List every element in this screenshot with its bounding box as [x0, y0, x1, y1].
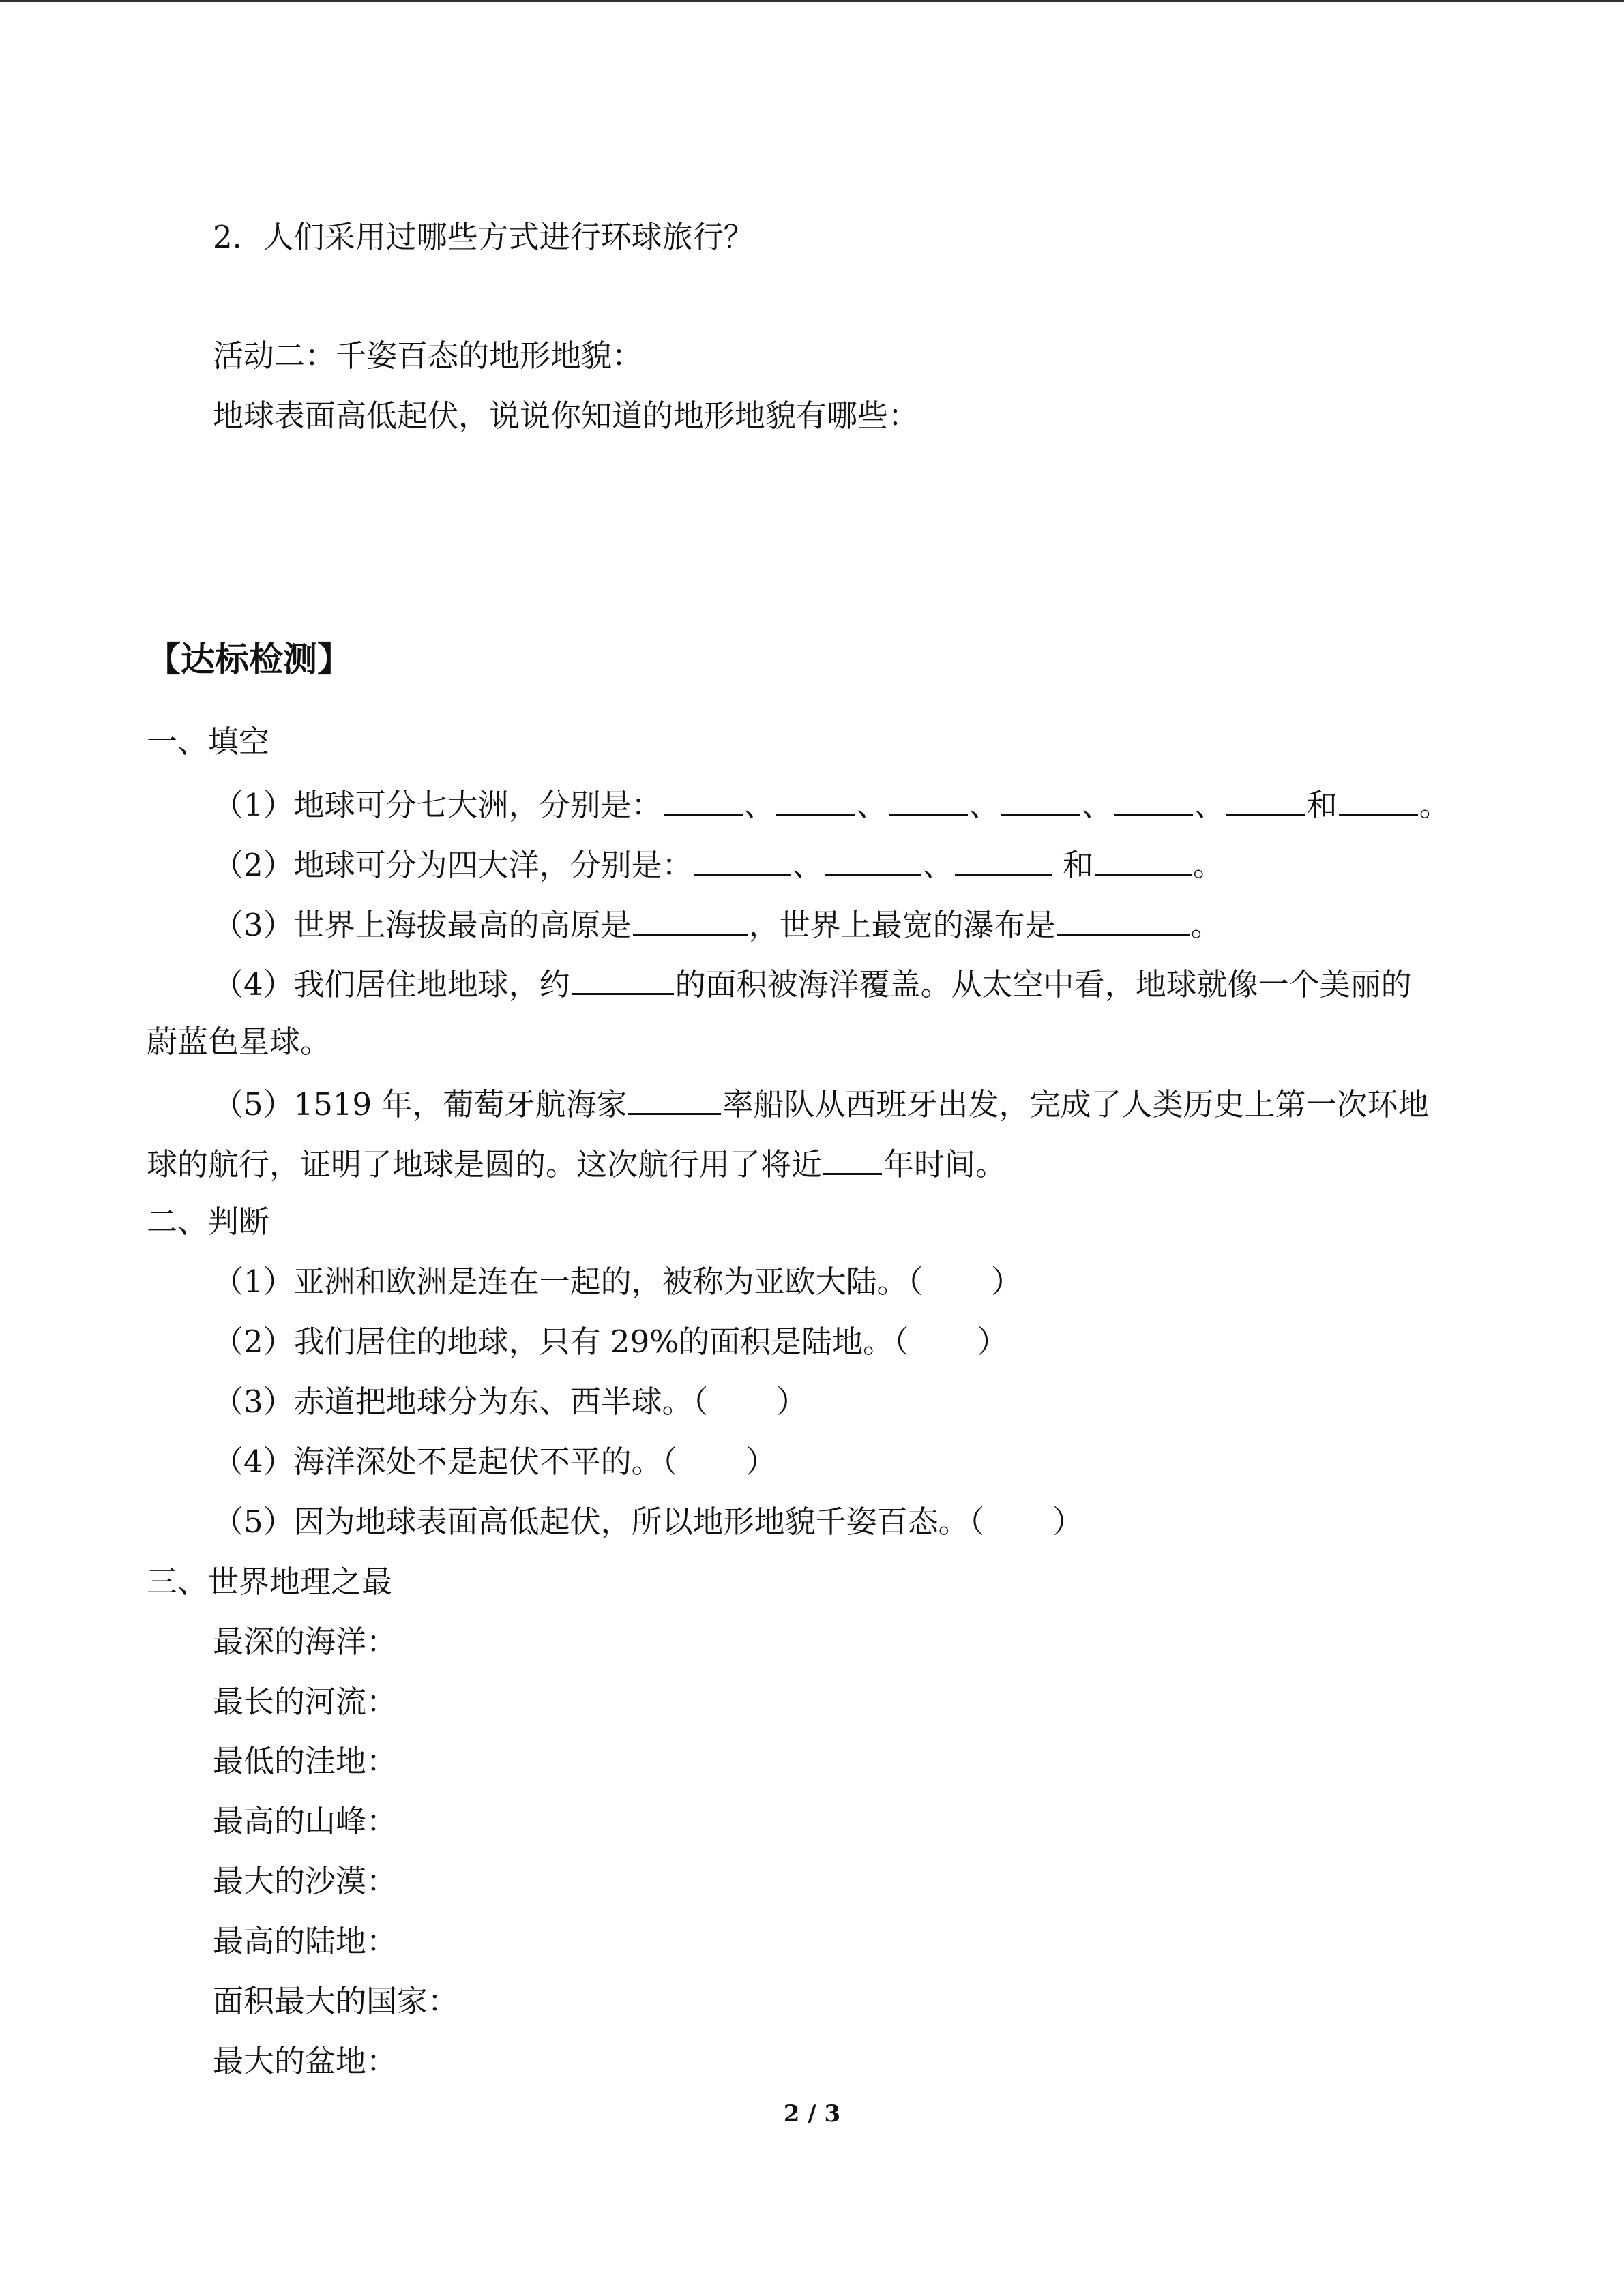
fill-q5-line1: （5）1519 年，葡萄牙航海家 率船队从西班牙出发，完成了人类历史上第一次环地	[213, 1082, 1428, 1125]
fill-q3: （3）世界上海拔最高的高原是 ，世界上最宽的瀑布是 。	[213, 902, 1222, 946]
fill-q4-line1: （4）我们居住地地球，约 的面积被海洋覆盖。从太空中看，地球就像一个美丽的	[213, 961, 1412, 1005]
record-item: 面积最大的国家：	[213, 1983, 459, 2019]
answer-blank[interactable]	[1001, 782, 1080, 816]
answer-blank[interactable]	[776, 782, 855, 816]
answer-blank[interactable]	[633, 902, 748, 936]
answer-blank[interactable]	[825, 842, 921, 876]
record-item: 最大的盆地：	[213, 2043, 398, 2079]
fill-q2: （2）地球可分为四大洋，分别是： 、 、 和 。	[213, 842, 1224, 886]
answer-blank[interactable]	[664, 782, 743, 816]
judge-item: （5）因为地球表面高低起伏，所以地形地貌千姿百态。（ ）	[213, 1504, 1084, 1540]
record-item: 最高的陆地：	[213, 1923, 398, 1959]
page-number: 2 / 3	[783, 2100, 841, 2128]
answer-blank[interactable]	[1114, 782, 1193, 816]
judge-item: （3）赤道把地球分为东、西半球。（ ）	[213, 1384, 808, 1420]
answer-blank[interactable]	[1095, 842, 1192, 876]
fill-q1: （1）地球可分七大洲，分别是： 、 、 、 、 、 和 。	[213, 782, 1450, 826]
top-border	[0, 0, 1624, 2]
record-item: 最低的洼地：	[213, 1743, 398, 1779]
question-travel-methods: 2．人们采用过哪些方式进行环球旅行？	[213, 219, 754, 255]
answer-blank[interactable]	[694, 842, 791, 876]
judge-section-title: 二、判断	[147, 1204, 270, 1240]
judge-item: （4）海洋深处不是起伏不平的。（ ）	[213, 1444, 777, 1480]
judge-item: （2）我们居住的地球，只有 29%的面积是陆地。（ ）	[213, 1324, 1008, 1360]
answer-blank[interactable]	[955, 842, 1052, 876]
answer-blank[interactable]	[1226, 782, 1305, 816]
answer-blank[interactable]	[1339, 782, 1418, 816]
answer-blank[interactable]	[1057, 902, 1190, 936]
activity2-title: 活动二：千姿百态的地形地貌：	[213, 338, 643, 374]
answer-blank[interactable]	[823, 1142, 882, 1175]
fill-section-title: 一、填空	[147, 724, 270, 760]
answer-blank[interactable]	[889, 782, 968, 816]
record-item: 最高的山峰：	[213, 1803, 398, 1839]
record-item: 最深的海洋：	[213, 1624, 398, 1660]
judge-item: （1）亚洲和欧洲是连在一起的，被称为亚欧大陆。（ ）	[213, 1264, 1022, 1300]
record-item: 最长的河流：	[213, 1684, 398, 1720]
fill-q5-line2: 球的航行，证明了地球是圆的。这次航行用了将近 年时间。	[147, 1142, 1006, 1185]
answer-blank[interactable]	[572, 961, 674, 995]
section-heading: 【达标检测】	[147, 640, 351, 679]
record-item: 最大的沙漠：	[213, 1863, 398, 1899]
activity2-prompt: 地球表面高低起伏，说说你知道的地形地貌有哪些：	[213, 398, 919, 434]
fill-q4-line2: 蔚蓝色星球。	[147, 1024, 331, 1060]
records-section-title: 三、世界地理之最	[147, 1564, 393, 1600]
answer-blank[interactable]	[628, 1082, 721, 1115]
